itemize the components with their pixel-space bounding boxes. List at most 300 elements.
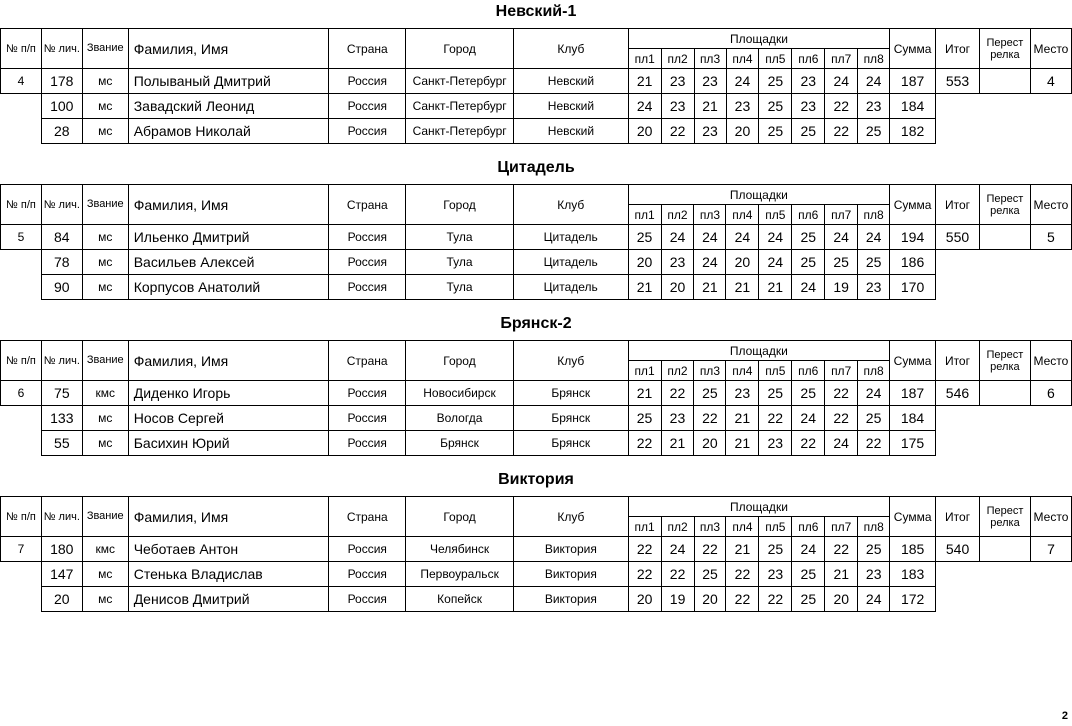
empty-cell (1, 406, 42, 431)
col-header-zvanie: Звание (82, 497, 128, 537)
col-header-club: Клуб (513, 341, 628, 381)
athlete-sum: 194 (890, 225, 936, 250)
athlete-sum: 185 (890, 537, 936, 562)
athlete-name: Басихин Юрий (128, 431, 329, 456)
ground-score: 24 (759, 250, 792, 275)
athlete-country: Россия (329, 406, 406, 431)
athlete-sum: 184 (890, 94, 936, 119)
header-row (1, 497, 1072, 517)
team-number: 4 (1, 69, 42, 94)
empty-cell (979, 250, 1030, 275)
ground-score: 22 (759, 406, 792, 431)
col-header-ground: пл1 (628, 517, 661, 537)
col-header-zvanie: Звание (82, 185, 128, 225)
athlete-sum: 175 (890, 431, 936, 456)
athlete-number: 100 (41, 94, 82, 119)
ground-score: 25 (792, 225, 825, 250)
empty-cell (1030, 94, 1071, 119)
ground-score: 20 (661, 275, 694, 300)
athlete-country: Россия (329, 119, 406, 144)
athlete-country: Россия (329, 562, 406, 587)
col-header-lich: № лич. (41, 185, 82, 225)
athlete-rank: мс (82, 587, 128, 612)
col-header-ground: пл8 (858, 205, 890, 225)
empty-cell (980, 587, 1031, 612)
athlete-sum: 184 (890, 406, 936, 431)
ground-score: 21 (661, 431, 694, 456)
ground-score: 24 (825, 431, 858, 456)
col-header-ground: пл2 (661, 205, 694, 225)
athlete-rank: мс (82, 406, 128, 431)
athlete-city: Копейск (406, 587, 514, 612)
col-header-sum: Сумма (890, 185, 936, 225)
athlete-country: Россия (329, 431, 406, 456)
athlete-city: Санкт-Петербург (406, 69, 514, 94)
empty-cell (1, 587, 42, 612)
athlete-club: Невский (514, 119, 629, 144)
ground-score: 25 (858, 250, 890, 275)
ground-score: 22 (858, 431, 890, 456)
ground-score: 24 (858, 587, 890, 612)
col-header-club: Клуб (513, 185, 628, 225)
athlete-country: Россия (329, 275, 406, 300)
col-header-name: Фамилия, Имя (128, 341, 329, 381)
col-header-ground: пл5 (759, 49, 792, 69)
athlete-city: Новосибирск (406, 381, 514, 406)
empty-cell (1, 250, 42, 275)
athlete-row (1, 537, 1072, 562)
ground-score: 22 (661, 381, 694, 406)
ground-score: 23 (661, 250, 694, 275)
athlete-row (1, 119, 1072, 144)
athlete-club: Виктория (514, 537, 629, 562)
col-header-place: Место (1030, 29, 1071, 69)
ground-score: 21 (726, 537, 759, 562)
col-header-grounds: Площадки (628, 341, 890, 361)
col-header-country: Страна (329, 497, 406, 537)
col-header-place: Место (1030, 341, 1071, 381)
athlete-city: Тула (406, 225, 514, 250)
athlete-number: 78 (41, 250, 82, 275)
col-header-ground: пл6 (792, 517, 825, 537)
empty-cell (936, 406, 980, 431)
athlete-rank: мс (82, 250, 128, 275)
athlete-country: Россия (329, 94, 406, 119)
team-shootoff (980, 537, 1031, 562)
ground-score: 19 (661, 587, 694, 612)
ground-score: 22 (825, 537, 858, 562)
athlete-country: Россия (329, 69, 406, 94)
athlete-city: Санкт-Петербург (406, 94, 514, 119)
team-total: 550 (936, 225, 980, 250)
athlete-number: 133 (41, 406, 82, 431)
ground-score: 24 (661, 225, 694, 250)
empty-cell (979, 406, 1030, 431)
ground-score: 24 (759, 225, 792, 250)
col-header-shootoff: Перест релка (980, 497, 1031, 537)
team-place: 4 (1030, 69, 1071, 94)
ground-score: 25 (792, 587, 825, 612)
ground-score: 20 (628, 119, 661, 144)
athlete-rank: кмс (82, 381, 128, 406)
athlete-number: 75 (41, 381, 82, 406)
athlete-club: Цитадель (513, 275, 628, 300)
athlete-name: Стенька Владислав (128, 562, 329, 587)
ground-score: 22 (661, 119, 694, 144)
team-total: 546 (936, 381, 980, 406)
col-header-ground: пл1 (628, 49, 661, 69)
athlete-name: Полываный Дмитрий (128, 69, 329, 94)
col-header-total: Итог (936, 497, 980, 537)
ground-score: 21 (726, 431, 759, 456)
ground-score: 25 (759, 94, 792, 119)
header-row (1, 29, 1072, 49)
athlete-row (1, 587, 1072, 612)
athlete-name: Корпусов Анатолий (128, 275, 329, 300)
col-header-zvanie: Звание (82, 29, 128, 69)
ground-score: 20 (628, 587, 661, 612)
athlete-sum: 183 (890, 562, 936, 587)
athlete-rank: мс (82, 225, 128, 250)
team-title: Виктория (498, 471, 574, 488)
col-header-zvanie: Звание (82, 341, 128, 381)
ground-score: 23 (792, 69, 825, 94)
ground-score: 25 (694, 381, 726, 406)
athlete-club: Цитадель (513, 225, 628, 250)
ground-score: 21 (825, 562, 858, 587)
empty-cell (980, 562, 1031, 587)
col-header-grounds: Площадки (628, 497, 890, 517)
team-title: Цитадель (497, 159, 575, 176)
ground-score: 24 (628, 94, 661, 119)
team-title: Невский-1 (495, 3, 577, 20)
team-place: 5 (1030, 225, 1071, 250)
col-header-ground: пл5 (759, 205, 792, 225)
team-results-table (0, 496, 1072, 612)
athlete-city: Санкт-Петербург (406, 119, 514, 144)
athlete-club: Брянск (513, 431, 628, 456)
team-number: 6 (1, 381, 42, 406)
ground-score: 24 (661, 537, 694, 562)
athlete-number: 28 (41, 119, 82, 144)
col-header-ground: пл2 (661, 361, 694, 381)
athlete-sum: 170 (890, 275, 936, 300)
ground-score: 22 (628, 537, 661, 562)
col-header-ground: пл3 (694, 49, 726, 69)
col-header-total: Итог (936, 341, 980, 381)
col-header-sum: Сумма (890, 341, 936, 381)
col-header-ground: пл7 (825, 205, 858, 225)
athlete-row (1, 94, 1072, 119)
col-header-city: Город (406, 29, 514, 69)
col-header-ground: пл4 (726, 517, 759, 537)
ground-score: 22 (825, 406, 858, 431)
col-header-ground: пл6 (792, 205, 825, 225)
team-place: 7 (1030, 537, 1071, 562)
ground-score: 25 (858, 537, 890, 562)
ground-score: 21 (726, 406, 759, 431)
ground-score: 23 (726, 381, 759, 406)
athlete-sum: 187 (890, 381, 936, 406)
col-header-city: Город (406, 497, 514, 537)
col-header-ground: пл1 (628, 205, 661, 225)
page-number: 2 (1061, 710, 1068, 722)
ground-score: 23 (759, 562, 792, 587)
athlete-country: Россия (329, 381, 406, 406)
ground-score: 23 (858, 275, 890, 300)
athlete-club: Виктория (514, 587, 629, 612)
athlete-row (1, 250, 1072, 275)
athlete-row (1, 381, 1072, 406)
col-header-lich: № лич. (41, 497, 82, 537)
athlete-city: Челябинск (406, 537, 514, 562)
ground-score: 20 (628, 250, 661, 275)
ground-score: 20 (825, 587, 858, 612)
empty-cell (1030, 406, 1071, 431)
ground-score: 23 (792, 94, 825, 119)
col-header-place: Место (1030, 185, 1071, 225)
ground-score: 20 (694, 587, 726, 612)
team-total: 553 (936, 69, 980, 94)
athlete-rank: кмс (82, 537, 128, 562)
ground-score: 21 (726, 275, 759, 300)
ground-score: 23 (759, 431, 792, 456)
athlete-club: Невский (514, 69, 629, 94)
empty-cell (1, 275, 42, 300)
athlete-number: 178 (41, 69, 82, 94)
ground-score: 24 (825, 225, 858, 250)
athlete-name: Денисов Дмитрий (128, 587, 329, 612)
col-header-name: Фамилия, Имя (128, 497, 329, 537)
athlete-city: Вологда (406, 406, 514, 431)
col-header-ground: пл4 (726, 49, 759, 69)
athlete-club: Невский (514, 94, 629, 119)
ground-score: 24 (792, 275, 825, 300)
ground-score: 22 (694, 537, 726, 562)
athlete-sum: 182 (890, 119, 936, 144)
ground-score: 25 (759, 119, 792, 144)
col-header-ground: пл8 (858, 517, 890, 537)
col-header-total: Итог (936, 185, 980, 225)
athlete-city: Брянск (406, 431, 514, 456)
ground-score: 25 (628, 225, 661, 250)
athlete-sum: 187 (890, 69, 936, 94)
athlete-number: 55 (41, 431, 82, 456)
ground-score: 23 (858, 562, 890, 587)
ground-score: 25 (792, 250, 825, 275)
ground-score: 22 (792, 431, 825, 456)
team-results-table (0, 184, 1072, 300)
col-header-ground: пл3 (694, 517, 726, 537)
ground-score: 25 (628, 406, 661, 431)
team-number: 7 (1, 537, 42, 562)
ground-score: 22 (726, 587, 759, 612)
athlete-row (1, 562, 1072, 587)
ground-score: 21 (694, 94, 726, 119)
empty-cell (1030, 431, 1071, 456)
team-number: 5 (1, 225, 42, 250)
col-header-club: Клуб (514, 497, 629, 537)
empty-cell (979, 431, 1030, 456)
athlete-name: Ильенко Дмитрий (128, 225, 329, 250)
col-header-ground: пл3 (694, 205, 726, 225)
athlete-name: Носов Сергей (128, 406, 329, 431)
ground-score: 23 (726, 94, 759, 119)
team-title: Брянск-2 (500, 315, 572, 332)
ground-score: 21 (628, 381, 661, 406)
athlete-country: Россия (329, 250, 406, 275)
empty-cell (979, 119, 1030, 144)
ground-score: 25 (759, 69, 792, 94)
team-results-table (0, 340, 1072, 456)
col-header-ground: пл7 (825, 49, 858, 69)
col-header-country: Страна (329, 185, 406, 225)
ground-score: 23 (661, 94, 694, 119)
ground-score: 23 (694, 69, 726, 94)
ground-score: 22 (661, 562, 694, 587)
ground-score: 25 (792, 381, 825, 406)
empty-cell (1030, 587, 1071, 612)
athlete-city: Первоуральск (406, 562, 514, 587)
col-header-ground: пл4 (726, 205, 759, 225)
ground-score: 22 (628, 562, 661, 587)
col-header-ground: пл5 (759, 361, 792, 381)
empty-cell (1, 431, 42, 456)
empty-cell (1030, 275, 1071, 300)
ground-score: 23 (661, 406, 694, 431)
ground-score: 25 (825, 250, 858, 275)
ground-score: 25 (858, 119, 890, 144)
athlete-country: Россия (329, 537, 406, 562)
athlete-row (1, 406, 1072, 431)
ground-score: 24 (694, 225, 726, 250)
col-header-ground: пл7 (825, 517, 858, 537)
col-header-ground: пл1 (628, 361, 661, 381)
athlete-club: Цитадель (513, 250, 628, 275)
col-header-city: Город (406, 185, 514, 225)
col-header-ground: пл2 (661, 517, 694, 537)
empty-cell (1, 562, 42, 587)
athlete-rank: мс (82, 69, 128, 94)
ground-score: 24 (792, 537, 825, 562)
col-header-place: Место (1030, 497, 1071, 537)
col-header-ground: пл6 (792, 361, 825, 381)
athlete-row (1, 69, 1072, 94)
athlete-name: Васильев Алексей (128, 250, 329, 275)
empty-cell (936, 119, 980, 144)
empty-cell (979, 94, 1030, 119)
ground-score: 25 (858, 406, 890, 431)
athlete-city: Тула (406, 250, 514, 275)
ground-score: 24 (792, 406, 825, 431)
header-row (1, 185, 1072, 205)
athlete-name: Диденко Игорь (128, 381, 329, 406)
ground-score: 22 (628, 431, 661, 456)
team-results-table (0, 28, 1072, 144)
ground-score: 24 (726, 69, 759, 94)
col-header-shootoff: Перест релка (979, 185, 1030, 225)
col-header-ground: пл2 (661, 49, 694, 69)
ground-score: 24 (858, 69, 890, 94)
ground-score: 23 (694, 119, 726, 144)
athlete-rank: мс (82, 562, 128, 587)
athlete-rank: мс (82, 119, 128, 144)
athlete-rank: мс (82, 94, 128, 119)
ground-score: 24 (858, 225, 890, 250)
col-header-ground: пл3 (694, 361, 726, 381)
header-row (1, 341, 1072, 361)
ground-score: 20 (726, 250, 759, 275)
athlete-row (1, 275, 1072, 300)
athlete-country: Россия (329, 587, 406, 612)
ground-score: 25 (694, 562, 726, 587)
athlete-rank: мс (82, 275, 128, 300)
ground-score: 25 (759, 537, 792, 562)
col-header-ground: пл8 (858, 361, 890, 381)
empty-cell (936, 587, 980, 612)
empty-cell (1, 119, 42, 144)
ground-score: 21 (694, 275, 726, 300)
empty-cell (1030, 562, 1071, 587)
col-header-sum: Сумма (890, 497, 936, 537)
col-header-lich: № лич. (41, 341, 82, 381)
team-place: 6 (1030, 381, 1071, 406)
empty-cell (1, 94, 42, 119)
col-header-name: Фамилия, Имя (128, 185, 329, 225)
athlete-row (1, 225, 1072, 250)
athlete-city: Тула (406, 275, 514, 300)
empty-cell (936, 431, 980, 456)
col-header-grounds: Площадки (628, 185, 890, 205)
ground-score: 24 (825, 69, 858, 94)
ground-score: 25 (792, 562, 825, 587)
col-header-sum: Сумма (890, 29, 936, 69)
empty-cell (936, 562, 980, 587)
col-header-country: Страна (329, 341, 406, 381)
ground-score: 22 (694, 406, 726, 431)
athlete-country: Россия (329, 225, 406, 250)
ground-score: 21 (759, 275, 792, 300)
col-header-club: Клуб (514, 29, 629, 69)
ground-score: 25 (792, 119, 825, 144)
col-header-ground: пл5 (759, 517, 792, 537)
athlete-name: Чеботаев Антон (128, 537, 329, 562)
ground-score: 21 (628, 275, 661, 300)
ground-score: 24 (726, 225, 759, 250)
col-header-ground: пл6 (792, 49, 825, 69)
empty-cell (1030, 250, 1071, 275)
col-header-country: Страна (329, 29, 406, 69)
ground-score: 21 (628, 69, 661, 94)
team-shootoff (979, 225, 1030, 250)
athlete-number: 90 (41, 275, 82, 300)
team-total: 540 (936, 537, 980, 562)
col-header-shootoff: Перест релка (979, 29, 1030, 69)
col-header-grounds: Площадки (628, 29, 889, 49)
ground-score: 23 (858, 94, 890, 119)
ground-score: 22 (825, 119, 858, 144)
team-shootoff (979, 69, 1030, 94)
athlete-name: Абрамов Николай (128, 119, 329, 144)
athlete-club: Брянск (513, 381, 628, 406)
athlete-number: 147 (41, 562, 82, 587)
empty-cell (936, 275, 980, 300)
ground-score: 22 (825, 94, 858, 119)
empty-cell (936, 250, 980, 275)
empty-cell (1030, 119, 1071, 144)
empty-cell (936, 94, 980, 119)
ground-score: 20 (726, 119, 759, 144)
